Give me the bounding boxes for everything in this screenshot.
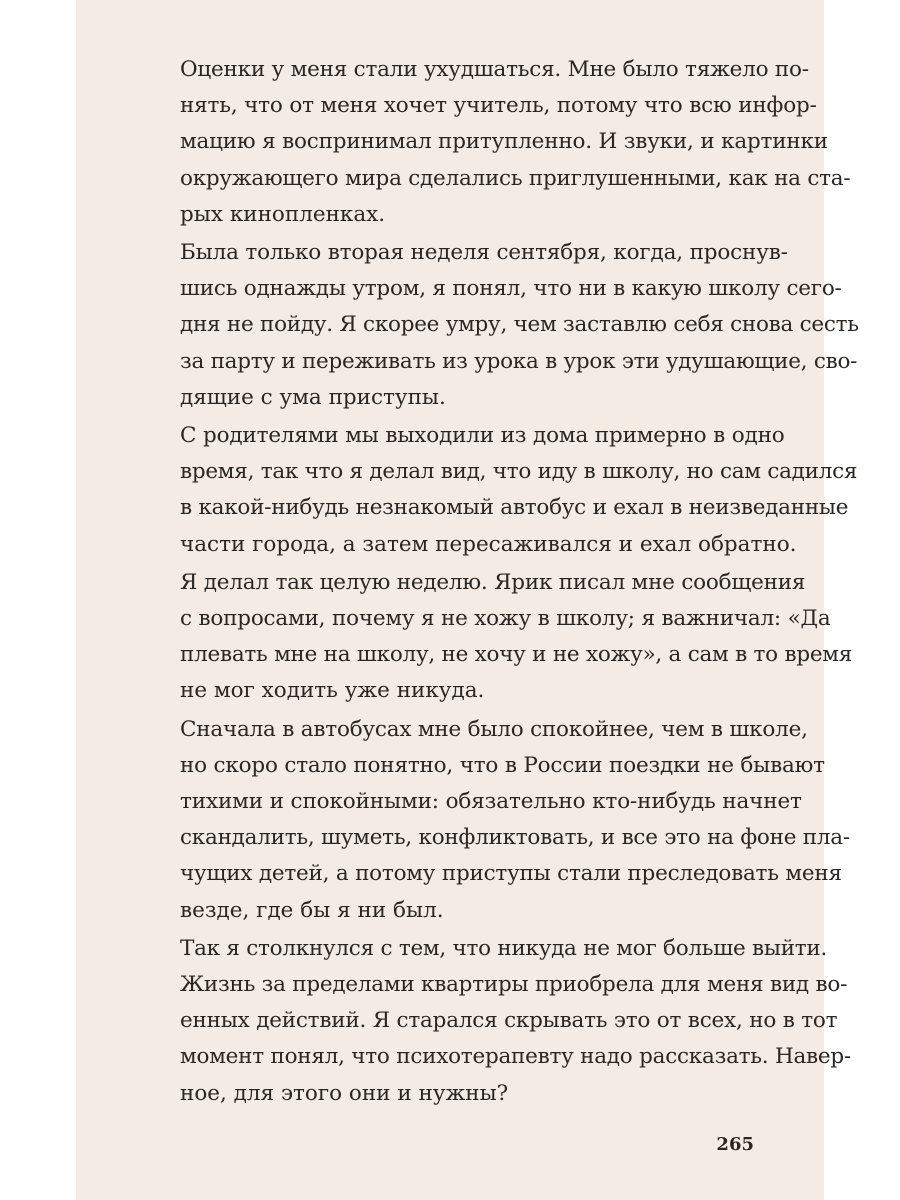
text-line: С родителями мы выходили из дома примерно в одно xyxy=(180,423,785,449)
text-line: Сначала в автобусах мне было спокойнее, чем в школе, xyxy=(180,716,808,742)
body-text xyxy=(154,52,859,1114)
text-line: Оценки у меня стали ухудшаться. Мне было тяжело по- xyxy=(180,57,809,82)
paragraph-4 xyxy=(154,565,853,712)
text-line: момент понял, что психотерапевту надо рассказать. Навер- xyxy=(180,1044,851,1070)
text-line: скандалить, шуметь, конфликтовать, и все это на фоне пла- xyxy=(180,825,850,851)
text-line: в какой-нибудь незнакомый автобус и ехал в неизведанные xyxy=(180,495,849,521)
text-line: дня не пойду. Я скорее умру, чем заставлю себя снова сесть xyxy=(180,312,859,338)
page-number: 265 xyxy=(716,1134,754,1155)
text-line: мацию я воспринимал притупленно. И звуки, и картинки xyxy=(180,129,828,155)
text-line: за парту и переживать из урока в урок эти удушающие, сво- xyxy=(180,348,858,374)
paragraph-3 xyxy=(154,418,858,565)
text-line: шись однажды утром, я понял, что ни в какую школу сего- xyxy=(180,276,842,302)
text-line: Была только вторая неделя сентября, когда, проснув- xyxy=(180,240,788,266)
text-line: везде, где бы я ни был. xyxy=(180,897,444,923)
text-line: Жизнь за пределами квартиры приобрела для меня вид во- xyxy=(180,972,848,998)
text-line: части города, а затем пересаживался и ехал обратно. xyxy=(180,531,797,557)
text-line: Я делал так целую неделю. Ярик писал мне сообщения xyxy=(180,569,806,595)
text-line: енных действий. Я старался скрывать это от всех, но в тот xyxy=(180,1008,838,1034)
paragraph-6 xyxy=(154,931,851,1114)
text-line: нять, что от меня хочет учитель, потому что всю инфор- xyxy=(180,93,817,119)
paragraph-2 xyxy=(154,235,859,418)
text-line: ное, для этого они и нужны? xyxy=(180,1080,509,1106)
book-page xyxy=(76,0,859,1200)
text-line: но скоро стало понятно, что в России поездки не бывают xyxy=(180,752,825,778)
paragraph-1 xyxy=(154,52,851,235)
text-line: окружающего мира сделались приглушенными, как на ста- xyxy=(180,165,851,191)
text-line: Так я столкнулся с тем, что никуда не мог больше выйти. xyxy=(180,935,828,961)
text-line: с вопросами, почему я не хожу в школу; я важничал: «Да xyxy=(180,606,831,632)
text-line: чущих детей, а потому приступы стали преследовать меня xyxy=(180,861,842,887)
text-line: плевать мне на школу, не хочу и не хожу», а сам в то время xyxy=(180,642,853,668)
text-line: время, так что я делал вид, что иду в школу, но сам садился xyxy=(180,459,858,485)
text-line: тихими и спокойными: обязательно кто-нибудь начнет xyxy=(180,789,802,815)
text-line: рых кинопленках. xyxy=(180,201,386,227)
text-line: не мог ходить уже никуда. xyxy=(180,678,485,704)
paragraph-5 xyxy=(154,712,850,931)
text-line: дящие с ума приступы. xyxy=(180,384,446,410)
